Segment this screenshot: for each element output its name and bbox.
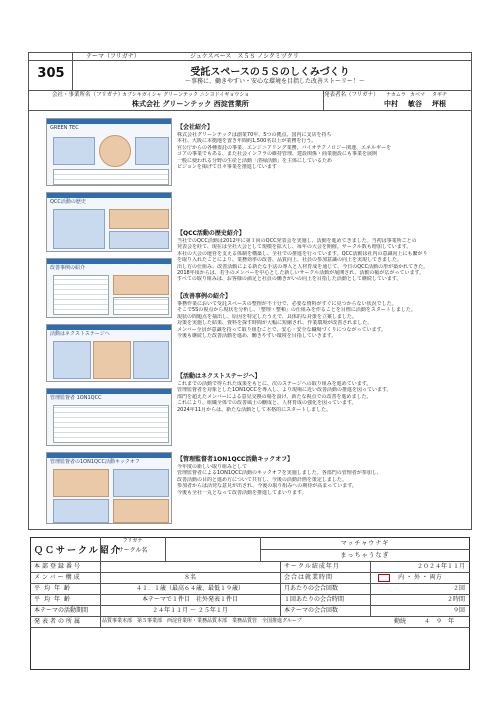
slide-history [46,192,172,252]
section-line: 管理監督者を対象とした1ON1QCCを導入し、より現場に近い改善活動の推進を図っています。 [177,387,392,394]
tenure-value: ４ ９ 年 [424,618,455,625]
row-label2: 本テーマの会合回数 [284,607,339,614]
slide-title: GREEN TEC [50,125,79,131]
circle-kana: マッチャウナギ [340,540,390,547]
section-title: 【改善事例の紹介】 [177,293,232,300]
section-line: 2024年11月からは、新たな活動として本格的にスタートしました。 [177,406,332,413]
row-label2: 会合は就業時間 [284,574,334,581]
section-line: ビジョンを掲げて日々事業を推進しています [177,163,277,170]
slide-kickoff [46,452,172,524]
section-line: コアの事業でもある、また社会インフラの維持管理、建設関係・商業施設にも事業を展開 [177,151,378,158]
section-line: 発表会を経て、現在は全社大会として規模を拡大し、毎年の大会を開催。サークル数も増加しています。 [177,244,412,251]
section-company [177,124,465,170]
company-label: 会社・事業所名（フリガナ） [52,92,124,98]
row-value: ４１．１歳（最高６４歳、最低１９歳） [135,585,244,592]
section-history [177,230,465,283]
section-line: 部門を超えたメンバーによる意見交換の場を設け、新たな視点での改善を進めました。 [177,393,372,400]
section-line: を取り入れたことにより、業務効率の改善、品質向上、社員の参加意識の向上を実現してきました。 [177,257,403,264]
presenter-name-2: 敏谷 [408,100,422,108]
row-value2: ２回 [452,585,465,592]
slide-title: QCC活動の歴史 [50,199,86,205]
row-value: ８名 [183,574,196,581]
section-line: 一般に使われる分野の生産と活動「清掃活動」を主体にしているため [177,157,333,164]
qc-heading: ＱＣサークル紹介 [34,546,122,556]
section-kickoff [177,456,465,496]
section-line: 2018年頃からは、若手のメンバーを中心とした新しいサークル活動が展開され、活動の幅が広がっています。 [177,269,425,276]
page-subtitle: ～事務に、働きやすい・安心な環境を目指した改善ストーリー！～ [184,78,365,85]
row-value2: ２０２４年１１月 [416,563,465,570]
row-label: メンバー構成 [34,574,82,581]
row-label: 平均年齢 [34,585,75,592]
row-value2: ９回 [452,607,465,614]
entry-number: 305 [37,66,65,81]
section-line: これにより、組織全体での改善風土の醸成と、人材育成の強化を図っています。 [177,400,357,407]
row-label2: １回あたりの会合時間 [284,596,345,603]
circle-name-label: サークル名 [117,547,148,554]
row-label: 本部登録番号 [34,563,83,570]
tenure-label: 勤続 [394,618,407,625]
section-line: 出し方の仕組み、改善活動による新たな手法の導入と人材育成を通じて、今日のQCC活動の形が築かれてきた。 [177,263,429,270]
presenter-kana-2: カベマ [410,92,426,98]
section-line: 株式会社グリーンテックは創業70年、5つの拠点、国内に支店を持ち [177,132,332,138]
section-line: 本社、大阪に本拠地を置き年間約1,500名以上が業務を行う。 [177,138,317,145]
section-line: 事務作業において受託スペースの整理が不十分で、必要な資料がすぐに見つからない状況でした。 [177,301,397,307]
section-line: 管理監督者による1ON1QCC活動のキックオフを実施しました。各部門の管理者が参加し、 [177,470,382,477]
section-line: 当社でのQCC活動は2012年に第１回のQCC発表会を実施し、活動を進めてきました。当初は事業所ごとの [177,238,417,244]
row-value2: 内 ・ 外 ・ 両方 [398,574,442,581]
number-divider [72,52,73,90]
company-name: 株式会社 グリーンテック 西淀営業所 [132,100,249,108]
section-line: メンバー全員が意識を持って取り組むことで、安心・安全な職場づくりにつながっています。 [177,326,387,333]
slide-title: 管理監督者の1ON1QCC活動キックオフ [50,459,140,465]
circle-name: まっちゃうなぎ [340,552,390,559]
slide-case [46,258,172,318]
row-label2: サークル結成年月 [284,563,340,570]
section-line: 本社の大会の運営を支える体制を構築し、全社での推進を行っています。QCC活動は社内の意識向上にも繋がり [177,250,428,257]
slide-next-stage [46,324,172,382]
slide-title: 活動はネクストステージへ [50,331,110,337]
company-kana: カブシキガイシャ グリーンテック ニシヨドイギョウショ [122,92,250,98]
furigana-label: フリガナ [122,538,143,544]
section-title: 【会社紹介】 [177,124,214,131]
section-line: これまでの活動で得られた成果をもとに、次のステージへの取り組みを進めています。 [177,381,372,387]
section-line: そこで5Sの視点から現状を分析し、「整理・整頓」の仕組みを作ることを目標に活動をスタートしました。 [177,307,416,314]
theme-label: テーマ（フリガナ） [86,53,140,60]
row-value2: ２時間 [446,596,465,603]
section-case [177,293,465,339]
presenter-name-3: 坪根 [432,100,446,108]
section-next-stage [177,373,465,413]
section-line: 今年度の新しい取り組みとして [177,464,248,470]
slide-title: 改善事例の紹介 [50,265,86,271]
section-title: 【活動はネクストステージへ】 [177,373,261,380]
slide-title: 管理監督者 1ON1QCC [50,395,102,401]
section-line: 参加者からは活発な意見が出され、今後の取り組みへの期待が高まっています。 [177,483,357,490]
row-label: 平均年齢 [34,596,75,603]
section-line: 現状の問題点を抽出し、原因を特定したうえで、具体的な対策を立案しました。 [177,313,357,320]
table-divider [30,627,470,628]
section-line: すべての取り組みは、お客様の満足と社員の働きがいの向上を目指した活動として継続しています。 [177,276,402,283]
theme-kana: ジュケスペース ス５Ｓ ノシクミヅクリ [190,53,299,60]
slide-1on1 [46,388,172,446]
table-divider [165,537,166,561]
section-title: 【管理監督者1ON1QCC活動キックオフ】 [177,456,294,463]
presenter-name-1: 中村 [384,100,398,108]
presenter-kana-3: タギチ [432,92,448,98]
presenter-affiliation-label: 発表者の所属 [34,618,83,625]
section-line: 官公庁からの各種委託の事業、エンジニアリング業務、バイオテクノロジー関連、エネルギーを [177,144,392,151]
presenter-kana-1: ナカムラ [386,92,406,98]
section-line: 今後も継続した改善活動を進め、働きやすい環境を目指していきます。 [177,332,337,339]
presenter-affiliation: 品質事業本部 第５事業部 西淀営業所・業務品質本部 業務品質管 全国推進グループ [102,618,302,624]
table-divider [260,549,470,550]
company-divider [28,110,472,111]
page-title: 受託スペースの５Ｓのしくみづくり [190,67,350,78]
row-value: 本テーマで１件目 社外発表１件目 [141,596,238,603]
section-line: 改善活動の目的と進め方について共有し、今後の活動計画を策定しました。 [177,476,347,483]
table-divider [100,561,101,627]
row-value: ２４年１１月 ～ ２５年１月 [152,607,228,614]
section-title: 【QCC活動の歴史紹介】 [177,230,245,237]
table-divider [280,561,281,616]
row-label: 本テーマの活動期間 [34,607,89,614]
slide-company [46,118,172,186]
row-label2: 月あたりの会合回数 [284,585,339,592]
section-line: 今後も全社一丸となって改善活動を推進してまいります。 [177,489,307,496]
presenter-label: 発表者名（フリガナ） [324,92,379,98]
section-line: 対策を実施した結果、資料を探す時間が大幅に短縮され、作業環境が改善されました。 [177,320,373,327]
